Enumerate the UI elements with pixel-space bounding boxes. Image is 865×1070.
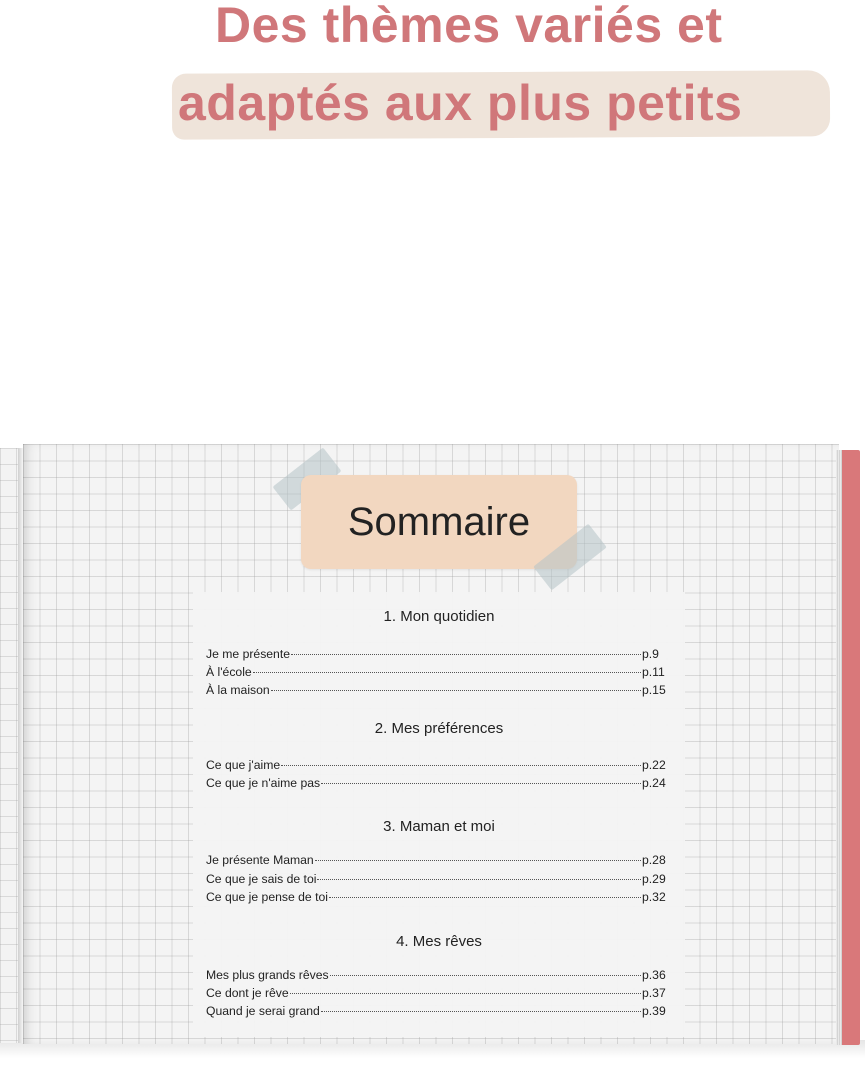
dot-leader — [253, 671, 641, 673]
toc-entry-label: À l'école — [206, 665, 252, 679]
notebook — [0, 440, 865, 1055]
toc-entry — [206, 872, 672, 890]
dot-leader — [317, 878, 641, 880]
toc-entry-page: p.11 — [642, 665, 665, 679]
toc-entry-label: Je me présente — [206, 647, 291, 661]
section-title: 3. Maman et moi — [383, 818, 495, 835]
toc-entry-label: À la maison — [206, 683, 270, 697]
dot-leader — [315, 859, 641, 861]
toc-entry-page: p.32 — [642, 890, 666, 904]
toc-entry-page: p.36 — [642, 968, 666, 982]
right-page — [23, 444, 839, 1044]
headline-line-1: Des thèmes variés et — [215, 0, 723, 53]
section-title: 4. Mes rêves — [396, 933, 482, 950]
cover-edge — [842, 450, 860, 1045]
dot-leader — [329, 896, 641, 898]
toc-entry — [206, 968, 672, 986]
toc-entry-label: Ce que j'aime — [206, 758, 281, 772]
dot-leader — [281, 764, 641, 766]
toc-entry-label: Ce que je sais de toi — [206, 872, 317, 886]
sommaire-title: Sommaire — [347, 499, 531, 544]
toc-entry — [206, 758, 672, 776]
dot-leader — [321, 1010, 641, 1012]
toc-entry-page: p.39 — [642, 1004, 666, 1018]
toc-entry-label: Quand je serai grand — [206, 1004, 320, 1018]
toc-entry — [206, 986, 672, 1004]
dot-leader — [321, 782, 641, 784]
toc-entry — [206, 665, 672, 683]
toc-entry-label: Ce dont je rêve — [206, 986, 289, 1000]
dot-leader — [271, 689, 641, 691]
toc-entry-page: p.24 — [642, 776, 666, 790]
toc-entry — [206, 776, 672, 794]
table-of-contents — [193, 592, 685, 1037]
section-title: 2. Mes préférences — [374, 720, 504, 737]
toc-entry-page: p.29 — [642, 872, 666, 886]
dot-leader — [291, 653, 641, 655]
toc-entry-page: p.28 — [642, 853, 666, 867]
toc-entry-page: p.37 — [642, 986, 666, 1000]
toc-entry-page: p.9 — [642, 647, 659, 661]
headline-line-2: adaptés aux plus petits — [178, 75, 743, 131]
dot-leader — [330, 974, 641, 976]
toc-entry — [206, 1004, 672, 1022]
toc-entry-label: Ce que je n'aime pas — [206, 776, 321, 790]
sommaire-label — [301, 475, 577, 569]
toc-entry-label: Mes plus grands rêves — [206, 968, 329, 982]
toc-entry — [206, 683, 672, 701]
toc-entry-label: Je présente Maman — [206, 853, 314, 867]
toc-entry-page: p.22 — [642, 758, 666, 772]
toc-entry — [206, 890, 672, 908]
section-title: 1. Mon quotidien — [383, 608, 495, 625]
headline — [0, 0, 865, 150]
toc-entry — [206, 647, 672, 665]
dot-leader — [290, 992, 641, 994]
toc-entry-page: p.15 — [642, 683, 666, 697]
toc-entry — [206, 853, 672, 871]
toc-entry-label: Ce que je pense de toi — [206, 890, 328, 904]
